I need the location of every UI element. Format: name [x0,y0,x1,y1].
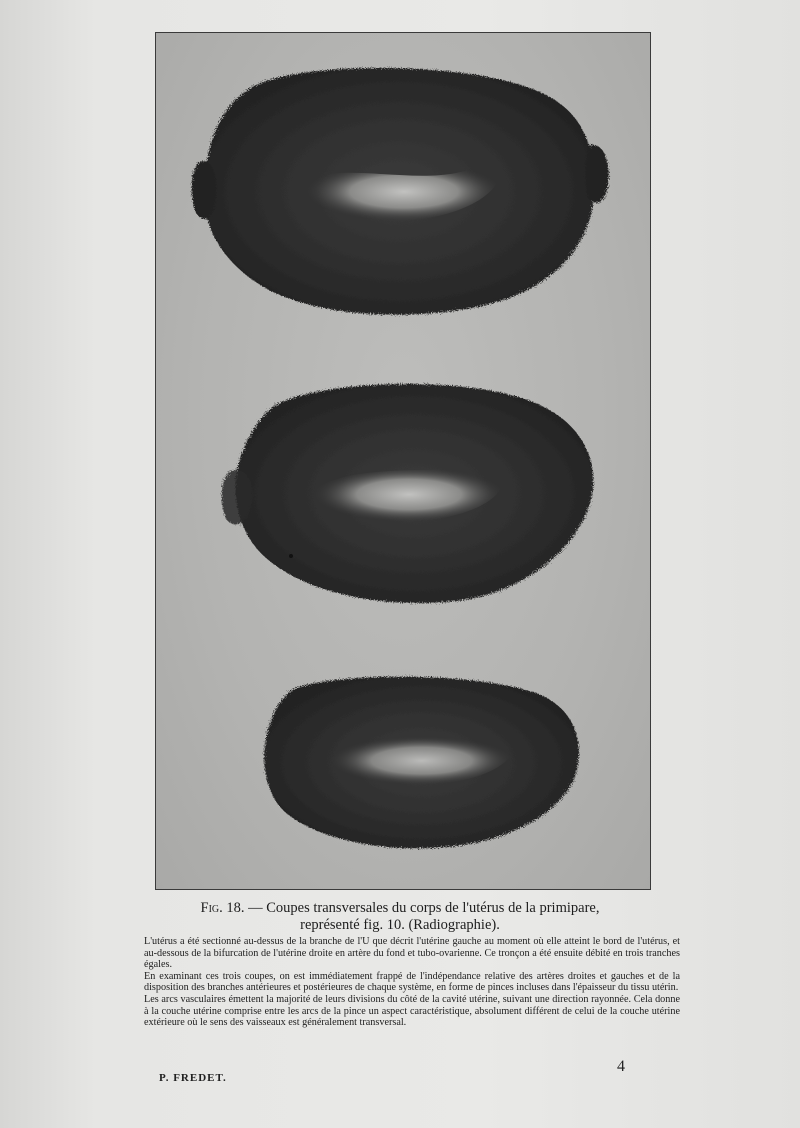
section-middle [222,384,594,603]
radiograph-image [156,33,652,891]
section-top [192,68,609,315]
figure-plate [155,32,651,890]
section-bottom [264,677,579,849]
paragraph-3: Les arcs vasculaires émettent la majorité de leurs divisions du côté de la cavité utérine, suivant une direction rayonnée. Cela donne à la couche utérine comprise entre les arcs de la pince un aspect caractéristique, absolument différent de celui de la couche utérine extérieure où le sens des vaisseaux est généralement transversal. [144,993,680,1029]
caption-dash: — [248,900,267,916]
page-number: 4 [617,1058,625,1075]
caption-line1: Coupes transversales du corps de l'utérus de la primipare, [266,900,600,916]
caption-line2: représenté fig. 10. (Radiographie). [300,917,500,933]
paragraph-1: L'utérus a été sectionné au-dessus de la branche de l'U que décrit l'utérine gauche au moment où elle atteint le bord de l'utérus, et au-dessous de la bifurcation de l'utérine droite en artère du fond et tubo-ovarienne. Ce tronçon a été ensuite débité en trois tranches égales. [144,936,680,971]
body-text [144,936,680,1029]
figure-caption [165,900,635,934]
author-name: P. FREDET. [159,1072,227,1084]
figure-label: Fig. 18. [200,900,245,916]
paragraph-2: En examinant ces trois coupes, on est immédiatement frappé de l'indépendance relative des artères droites et gauches et de la disposition des branches antérieures et postérieures de chaque système, en forme de pinces incluses dans l'épaisseur du tissu utérin. [144,970,680,994]
